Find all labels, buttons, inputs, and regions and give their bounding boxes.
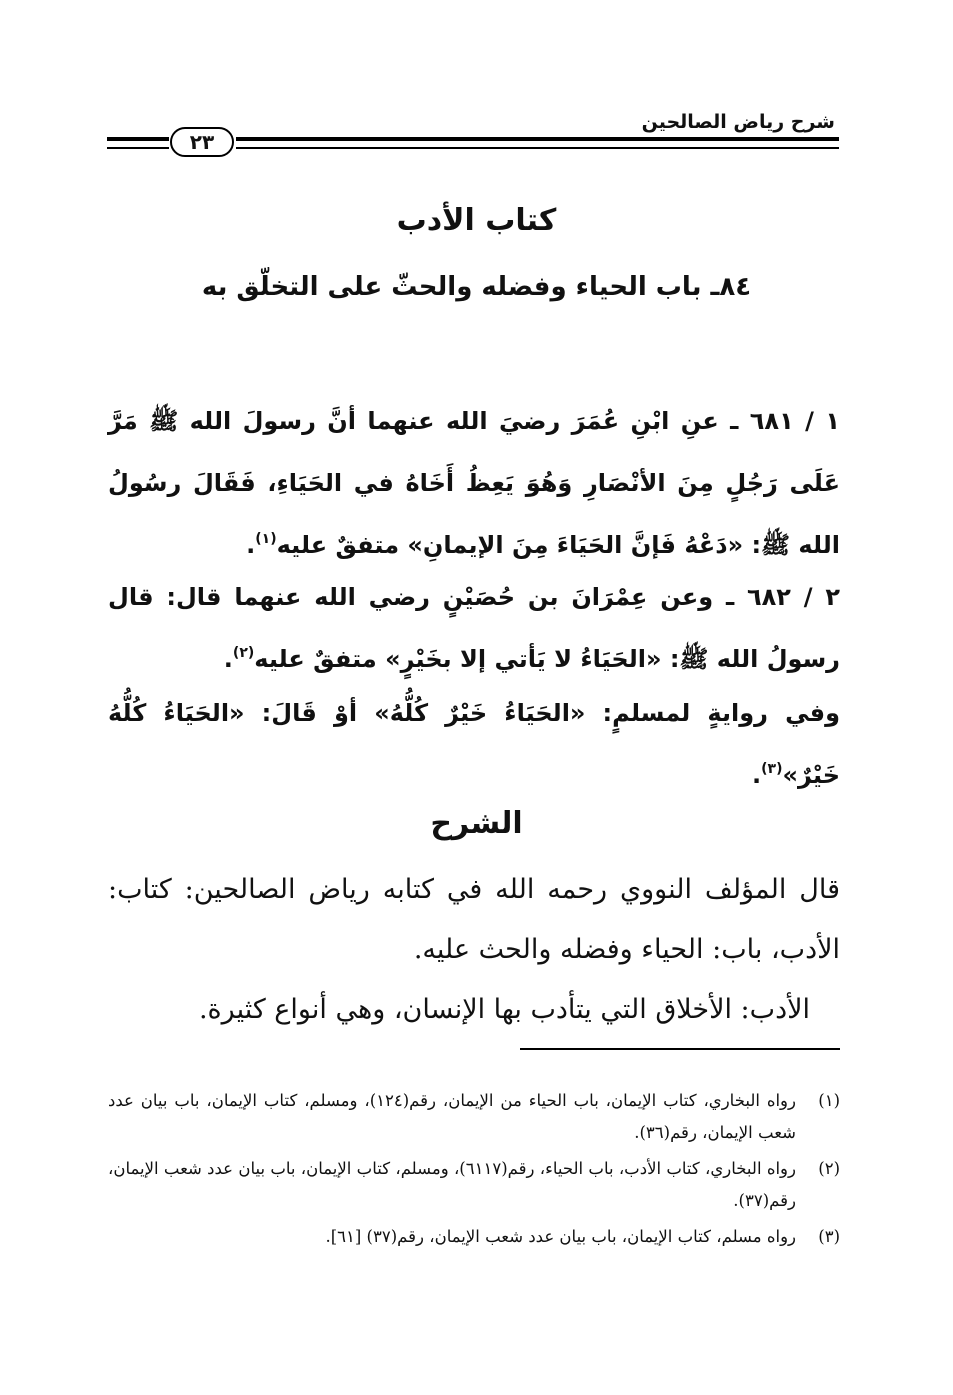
sharh-title: الشرح	[430, 806, 523, 841]
commentary	[108, 860, 840, 1040]
footnote-text: رواه مسلم، كتاب الإيمان، باب بيان عدد شعب الإيمان، رقم(٣٧) [٦١].	[325, 1227, 796, 1246]
chapter-title: ٨٤ـ باب الحياء وفضله والحثّ على التخلّق به	[201, 272, 752, 302]
hadith-muslim-narration: وفي روايةٍ لمسلمٍ: «الحَيَاءُ خَيْرٌ كُلُّهُ» أوْ قَالَ: «الحَيَاءُ كُلُّهُ خَيْرٌ»$^{(٣)}$.	[108, 699, 840, 789]
hadith-681-text: ١ / ٦٨١ ـ عنِ ابْنِ عُمَرَ رضيَ الله عنهما أنَّ رسولَ الله ﷺ مَرَّ عَلَى رَجُلٍ مِنَ الأنْصَارِ وَهُوَ يَعِظُ أَخَاهُ في الحَيَاءِ، فَقَالَ رسُولُ الله ﷺ: «دَعْهُ فَإنَّ الحَيَاءَ مِنَ الإيمانِ» متفقٌ عليه	[108, 407, 840, 559]
footnote-number: (٣)	[818, 1227, 840, 1246]
commentary-paragraph-1: قال المؤلف النووي رحمه الله في كتابه رياض الصالحين: كتاب: الأدب، باب: الحياء وفضله والحث عليه.	[108, 874, 840, 965]
footnote-2	[108, 1153, 840, 1217]
header-rule-right	[236, 137, 839, 149]
footnote-number: (٢)	[818, 1159, 840, 1178]
footnotes	[108, 1085, 840, 1257]
running-title: شرح رياض الصالحين	[641, 111, 835, 133]
hadith-681: ١ / ٦٨١ ـ عنِ ابْنِ عُمَرَ رضيَ الله عنهما أنَّ رسولَ الله ﷺ مَرَّ عَلَى رَجُلٍ مِنَ الأنْصَارِ وَهُوَ يَعِظُ أَخَاهُ في الحَيَاءِ، فَقَالَ رسُولُ الله ﷺ: «دَعْهُ فَإنَّ الحَيَاءَ مِنَ الإيمانِ» متفقٌ عليه$^{(١)}$.	[108, 407, 840, 559]
hadith-muslim-narration-text: وفي روايةٍ لمسلمٍ: «الحَيَاءُ خَيْرٌ كُلُّهُ» أوْ قَالَ: «الحَيَاءُ كُلُّهُ خَيْرٌ»	[108, 699, 840, 789]
footnote-text: رواه البخاري، كتاب الإيمان، باب الحياء من الإيمان، رقم(١٢٤)، ومسلم، كتاب الإيمان، باب بيان عدد شعب الإيمان، رقم(٣٦).	[108, 1091, 796, 1142]
hadith-682-text: ٢ / ٦٨٢ ـ وعن عِمْرَانَ بن حُصَيْنٍ رضي الله عنهما قال: قال رسولُ الله ﷺ: «الحَيَاءُ لا يَأتي إلا بخَيْرٍ» متفقٌ عليه	[108, 583, 840, 673]
footnote-ref-3: (٣)	[761, 761, 783, 777]
footnote-text: رواه البخاري، كتاب الأدب، باب الحياء، رقم(٦١١٧)، ومسلم، كتاب الإيمان، باب بيان عدد شعب الإيمان، رقم(٣٧).	[108, 1159, 796, 1210]
footnote-ref-2: (٢)	[232, 645, 255, 661]
footnote-3	[108, 1221, 840, 1253]
page-number: ٢٣	[170, 127, 234, 157]
hadith-682: ٢ / ٦٨٢ ـ وعن عِمْرَانَ بن حُصَيْنٍ رضي الله عنهما قال: قال رسولُ الله ﷺ: «الحَيَاءُ لا يَأتي إلا بخَيْرٍ» متفقٌ عليه$^{(٢)}$.	[108, 583, 840, 673]
header-rule-left	[107, 137, 169, 149]
footnote-1	[108, 1085, 840, 1149]
commentary-paragraph-2: الأدب: الأخلاق التي يتأدب بها الإنسان، وهي أنواع كثيرة.	[198, 994, 810, 1025]
footnote-divider	[520, 1048, 840, 1050]
book-title: كتاب الأدب	[396, 203, 557, 238]
footnote-number: (١)	[818, 1091, 840, 1110]
footnote-ref-1: (١)	[255, 531, 277, 547]
